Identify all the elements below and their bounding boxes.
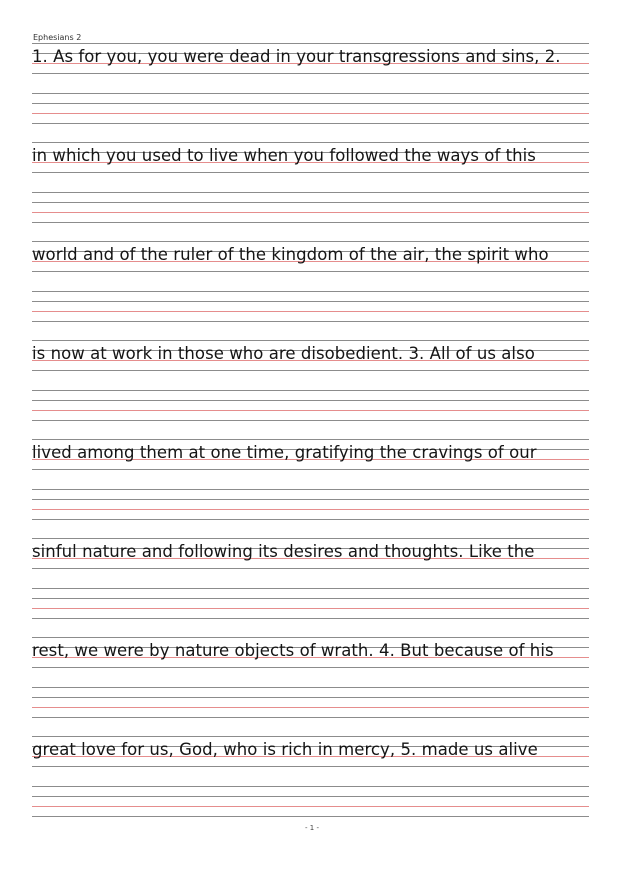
guide-rule-gray xyxy=(32,499,589,500)
tracing-text-line: sinful nature and following its desires and thoughts. Like the xyxy=(32,542,535,561)
tracing-text-line: is now at work in those who are disobedient. 3. All of us also xyxy=(32,344,535,363)
guide-rule-gray xyxy=(32,43,589,44)
guide-rule-red xyxy=(32,707,589,708)
guide-rule-gray xyxy=(32,301,589,302)
guide-rule-gray xyxy=(32,618,589,619)
guide-rule-gray xyxy=(32,489,589,490)
guide-rule-gray xyxy=(32,766,589,767)
guide-rule-gray xyxy=(32,717,589,718)
guide-rule-gray xyxy=(32,123,589,124)
guide-rule-gray xyxy=(32,222,589,223)
guide-rule-gray xyxy=(32,241,589,242)
tracing-text-line: great love for us, God, who is rich in mercy, 5. made us alive xyxy=(32,740,538,759)
guide-rule-gray xyxy=(32,796,589,797)
guide-rule-gray xyxy=(32,637,589,638)
guide-rule-gray xyxy=(32,321,589,322)
guide-rule-gray xyxy=(32,667,589,668)
writing-block xyxy=(32,637,589,717)
writing-block xyxy=(32,43,589,123)
guide-rule-gray xyxy=(32,598,589,599)
guide-rule-gray xyxy=(32,103,589,104)
guide-rule-gray xyxy=(32,93,589,94)
guide-rule-red xyxy=(32,806,589,807)
guide-rule-red xyxy=(32,509,589,510)
tracing-text-line: world and of the ruler of the kingdom of the air, the spirit who xyxy=(32,245,549,264)
guide-rule-gray xyxy=(32,202,589,203)
writing-block xyxy=(32,241,589,321)
guide-rule-gray xyxy=(32,519,589,520)
guide-rule-red xyxy=(32,410,589,411)
guide-rule-gray xyxy=(32,538,589,539)
guide-rule-gray xyxy=(32,192,589,193)
guide-rule-gray xyxy=(32,588,589,589)
page-number: - 1 - xyxy=(305,824,319,832)
guide-rule-gray xyxy=(32,390,589,391)
writing-block xyxy=(32,736,589,816)
guide-rule-gray xyxy=(32,370,589,371)
guide-rule-gray xyxy=(32,271,589,272)
tracing-text-line: rest, we were by nature objects of wrath. 4. But because of his xyxy=(32,641,554,660)
guide-rule-red xyxy=(32,311,589,312)
guide-rule-gray xyxy=(32,736,589,737)
writing-block xyxy=(32,340,589,420)
guide-rule-red xyxy=(32,113,589,114)
tracing-text-line: 1. As for you, you were dead in your transgressions and sins, 2. xyxy=(32,47,561,66)
writing-block xyxy=(32,439,589,519)
guide-rule-gray xyxy=(32,420,589,421)
guide-rule-gray xyxy=(32,73,589,74)
guide-rule-gray xyxy=(32,469,589,470)
guide-rule-red xyxy=(32,212,589,213)
guide-rule-gray xyxy=(32,400,589,401)
tracing-text-line: lived among them at one time, gratifying the cravings of our xyxy=(32,443,537,462)
guide-rule-gray xyxy=(32,687,589,688)
writing-block xyxy=(32,538,589,618)
writing-block xyxy=(32,142,589,222)
tracing-text-line: in which you used to live when you followed the ways of this xyxy=(32,146,536,165)
guide-rule-gray xyxy=(32,172,589,173)
guide-rule-gray xyxy=(32,697,589,698)
guide-rule-red xyxy=(32,608,589,609)
guide-rule-gray xyxy=(32,568,589,569)
guide-rule-gray xyxy=(32,439,589,440)
guide-rule-gray xyxy=(32,340,589,341)
document-title: Ephesians 2 xyxy=(33,33,82,42)
guide-rule-gray xyxy=(32,142,589,143)
guide-rule-gray xyxy=(32,291,589,292)
guide-rule-gray xyxy=(32,816,589,817)
guide-rule-gray xyxy=(32,786,589,787)
